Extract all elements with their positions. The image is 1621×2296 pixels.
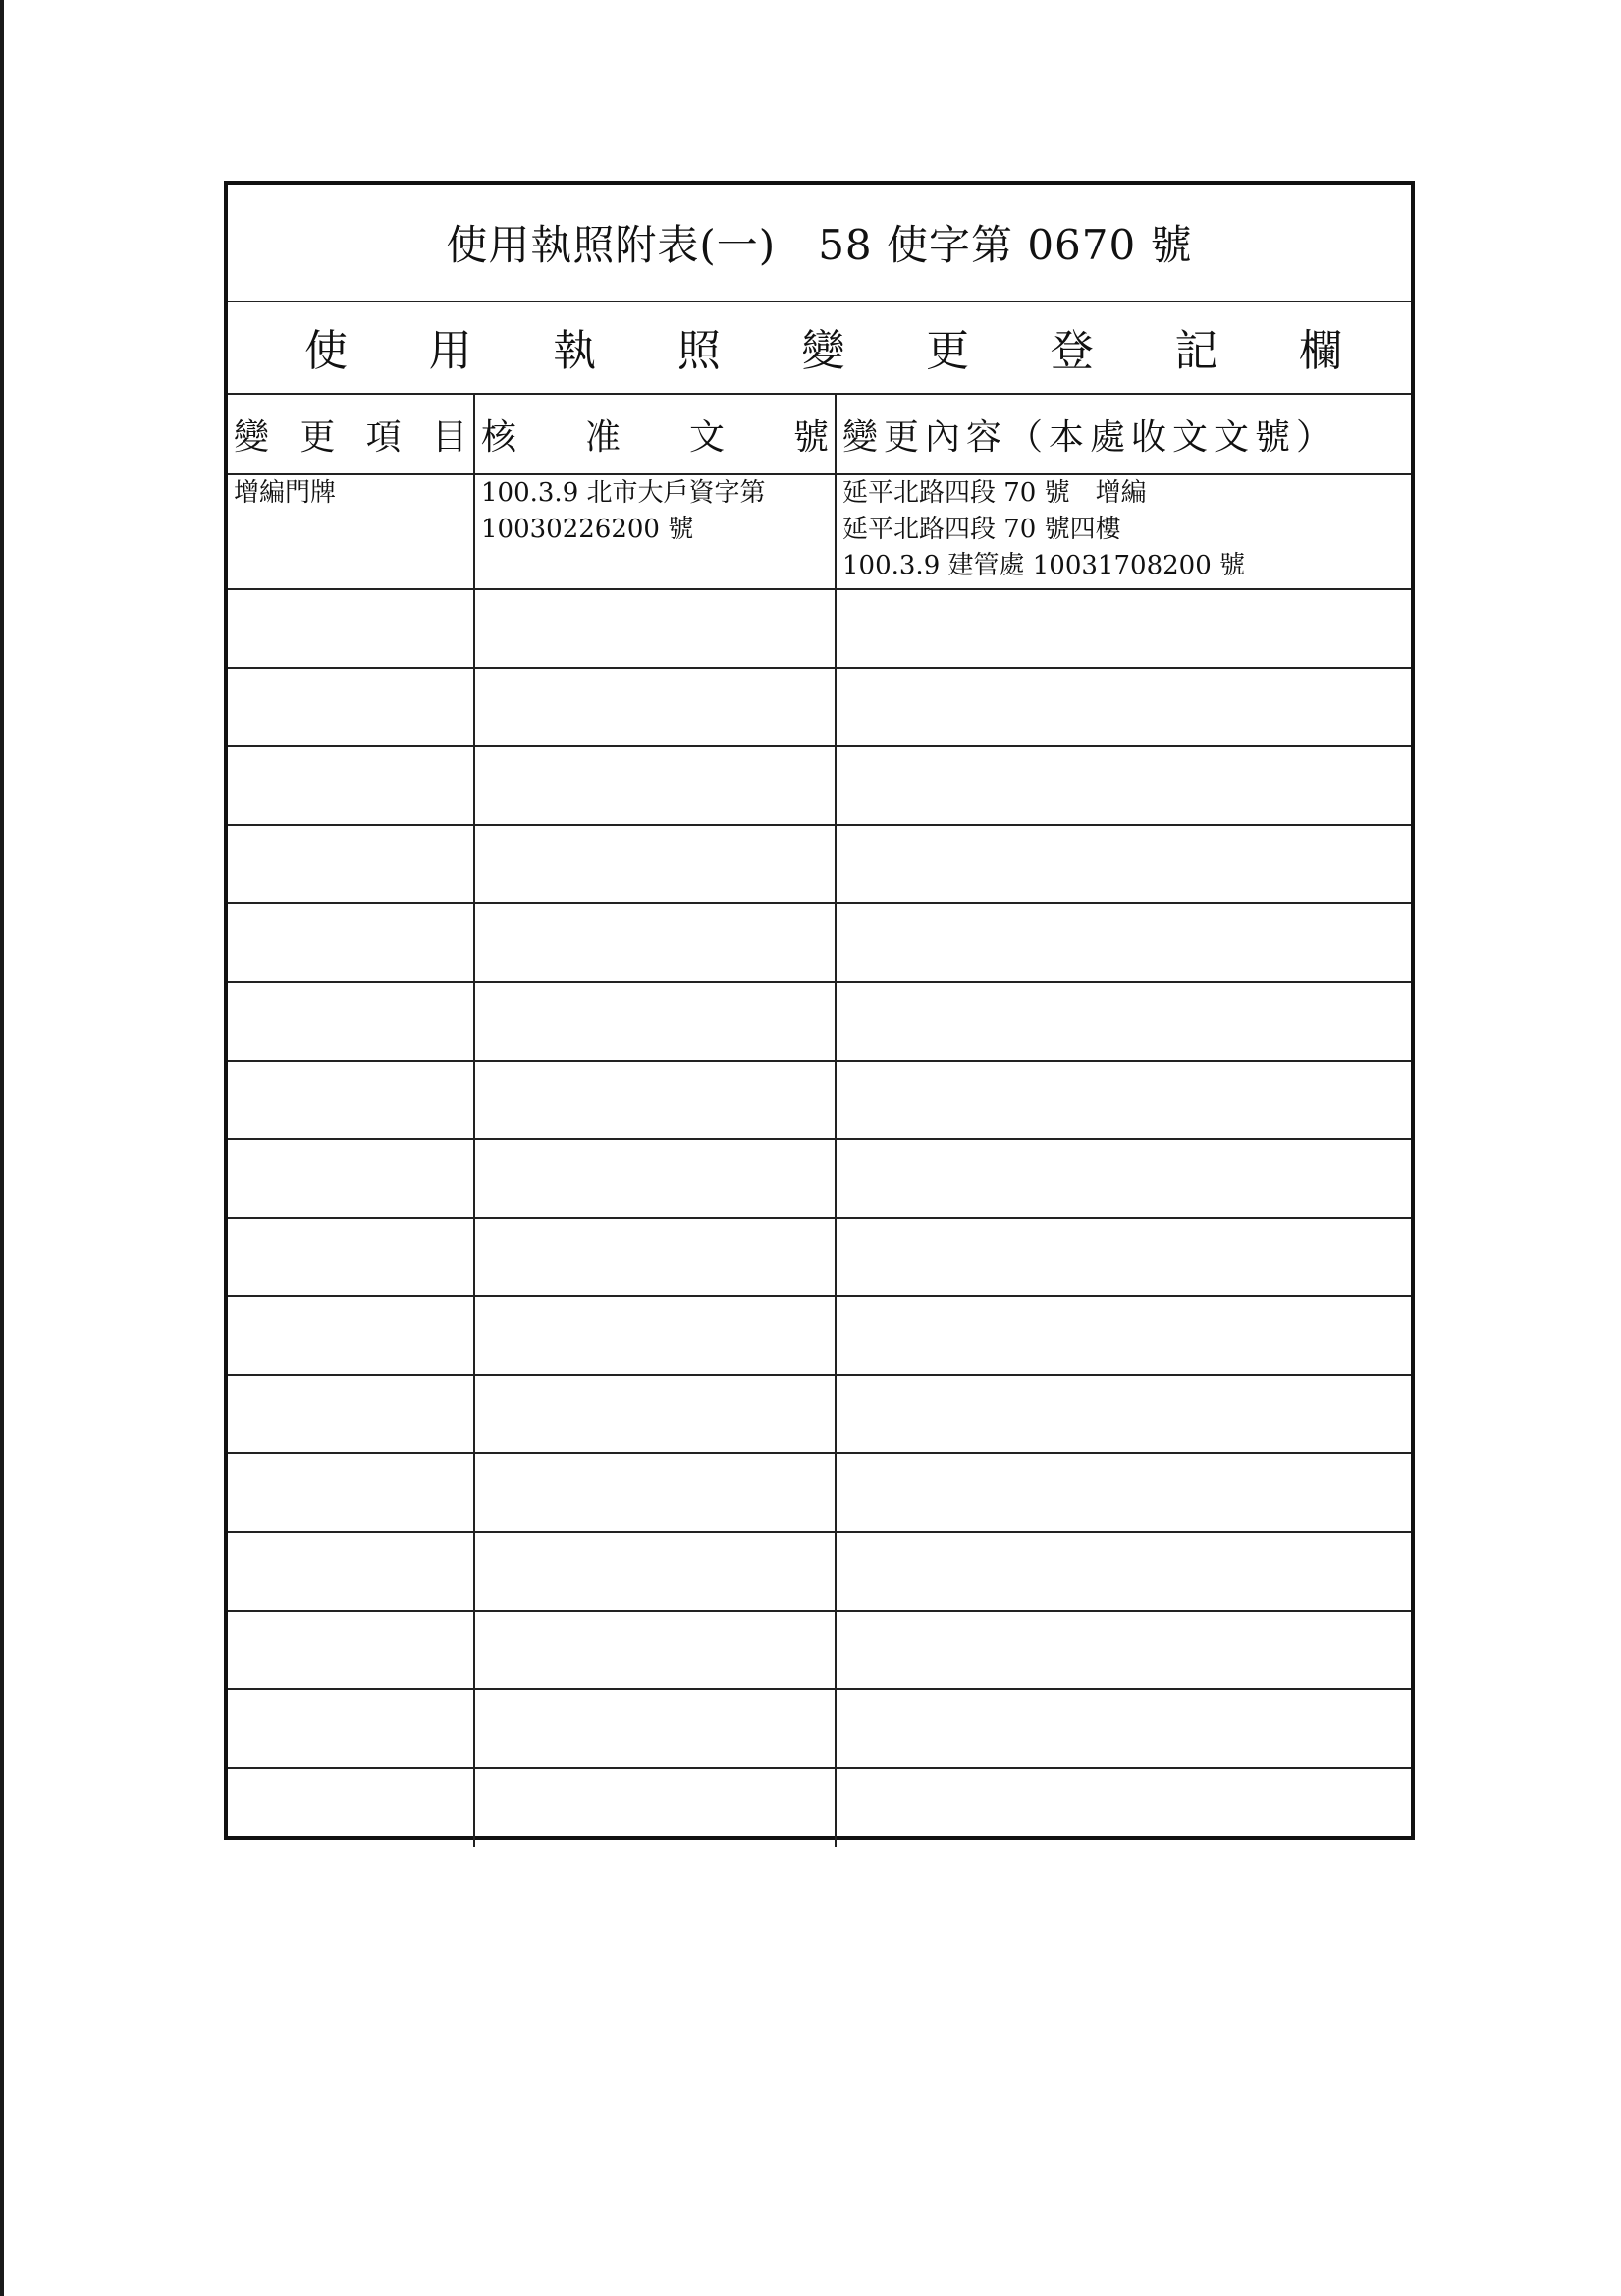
blank-cell (837, 826, 1411, 902)
header-change-content-text: 變更內容（本處收文文號） (842, 416, 1338, 458)
blank-cell (837, 1612, 1411, 1688)
blank-cell (475, 983, 837, 1060)
blank-cell (475, 1533, 837, 1610)
header-char: 核 (481, 416, 517, 458)
blank-cell (228, 826, 475, 902)
section-title-char: 記 (1174, 326, 1218, 376)
header-char: 變 (234, 416, 270, 458)
blank-table-row (228, 983, 1411, 1062)
form-title-text: 使用執照附表(一) 58 使字第 0670 號 (446, 221, 1193, 269)
blank-cell (837, 1454, 1411, 1531)
blank-cell (228, 1533, 475, 1610)
blank-cell (228, 1690, 475, 1767)
blank-cell (475, 1769, 837, 1847)
blank-cell (228, 1219, 475, 1295)
blank-cell (475, 1376, 837, 1452)
blank-cell (228, 1376, 475, 1452)
header-approval-doc (475, 395, 837, 473)
blank-table-row (228, 826, 1411, 904)
blank-cell (228, 1769, 475, 1847)
blank-table-row (228, 1140, 1411, 1219)
page-left-edge (0, 0, 4, 2296)
header-char: 目 (431, 416, 467, 458)
header-char: 更 (299, 416, 336, 458)
blank-cell (475, 1140, 837, 1217)
blank-cell (228, 1454, 475, 1531)
section-title-char: 變 (801, 326, 845, 376)
blank-cell (475, 669, 837, 745)
change-content-line: 100.3.9 建管處 10031708200 號 (842, 551, 1245, 580)
blank-cell (228, 1612, 475, 1688)
blank-cell (475, 590, 837, 667)
blank-table-row (228, 1219, 1411, 1297)
blank-cell (475, 904, 837, 981)
blank-table-row (228, 904, 1411, 983)
cell-change-item (228, 473, 475, 588)
header-char: 號 (792, 416, 829, 458)
blank-cell (475, 1297, 837, 1374)
section-title-char: 更 (926, 326, 970, 376)
blank-table-row (228, 590, 1411, 669)
blank-rows (228, 590, 1411, 1847)
blank-cell (837, 747, 1411, 824)
blank-cell (475, 747, 837, 824)
blank-cell (837, 1690, 1411, 1767)
header-char: 文 (688, 416, 725, 458)
blank-table-row (228, 1533, 1411, 1612)
section-title-char: 執 (553, 326, 597, 376)
blank-table-row (228, 669, 1411, 747)
cell-approval-doc (475, 473, 837, 588)
blank-cell (475, 1454, 837, 1531)
change-content-line: 延平北路四段 70 號四樓 (842, 515, 1121, 544)
section-title-char: 欄 (1299, 326, 1342, 376)
approval-doc-line: 100.3.9 北市大戶資字第 (481, 478, 766, 508)
blank-table-row (228, 1454, 1411, 1533)
blank-cell (475, 826, 837, 902)
section-title (228, 301, 1411, 395)
blank-cell (837, 590, 1411, 667)
blank-table-row (228, 747, 1411, 826)
blank-table-row (228, 1297, 1411, 1376)
blank-cell (475, 1612, 837, 1688)
approval-doc-line: 10030226200 號 (481, 515, 694, 544)
blank-cell (228, 1140, 475, 1217)
blank-cell (837, 904, 1411, 981)
blank-table-row (228, 1690, 1411, 1769)
cell-change-content (837, 473, 1411, 588)
blank-cell (475, 1062, 837, 1138)
blank-cell (837, 1769, 1411, 1847)
blank-cell (228, 1062, 475, 1138)
blank-cell (228, 983, 475, 1060)
section-title-char: 登 (1050, 326, 1094, 376)
blank-cell (837, 1219, 1411, 1295)
blank-cell (837, 983, 1411, 1060)
section-title-char: 照 (676, 326, 721, 376)
header-change-item (228, 395, 475, 473)
blank-cell (837, 1062, 1411, 1138)
blank-cell (837, 1533, 1411, 1610)
blank-cell (837, 1376, 1411, 1452)
section-title-char: 用 (428, 326, 472, 376)
blank-cell (228, 1297, 475, 1374)
blank-cell (228, 669, 475, 745)
header-char: 准 (584, 416, 621, 458)
change-item-text: 增編門牌 (234, 478, 337, 508)
column-header-row (228, 395, 1411, 475)
form-title (228, 185, 1411, 302)
blank-table-row (228, 1769, 1411, 1847)
blank-cell (228, 747, 475, 824)
blank-cell (837, 1140, 1411, 1217)
table-row (228, 473, 1411, 590)
blank-table-row (228, 1062, 1411, 1140)
usage-permit-change-table (224, 181, 1415, 1840)
blank-cell (228, 904, 475, 981)
blank-cell (837, 669, 1411, 745)
blank-cell (228, 590, 475, 667)
change-content-line: 延平北路四段 70 號 增編 (842, 478, 1147, 508)
blank-cell (837, 1297, 1411, 1374)
blank-table-row (228, 1376, 1411, 1454)
blank-cell (475, 1690, 837, 1767)
header-char: 項 (365, 416, 402, 458)
table-body (228, 473, 1411, 1847)
blank-cell (475, 1219, 837, 1295)
header-change-content (837, 395, 1411, 473)
section-title-char: 使 (304, 326, 348, 376)
blank-table-row (228, 1612, 1411, 1690)
